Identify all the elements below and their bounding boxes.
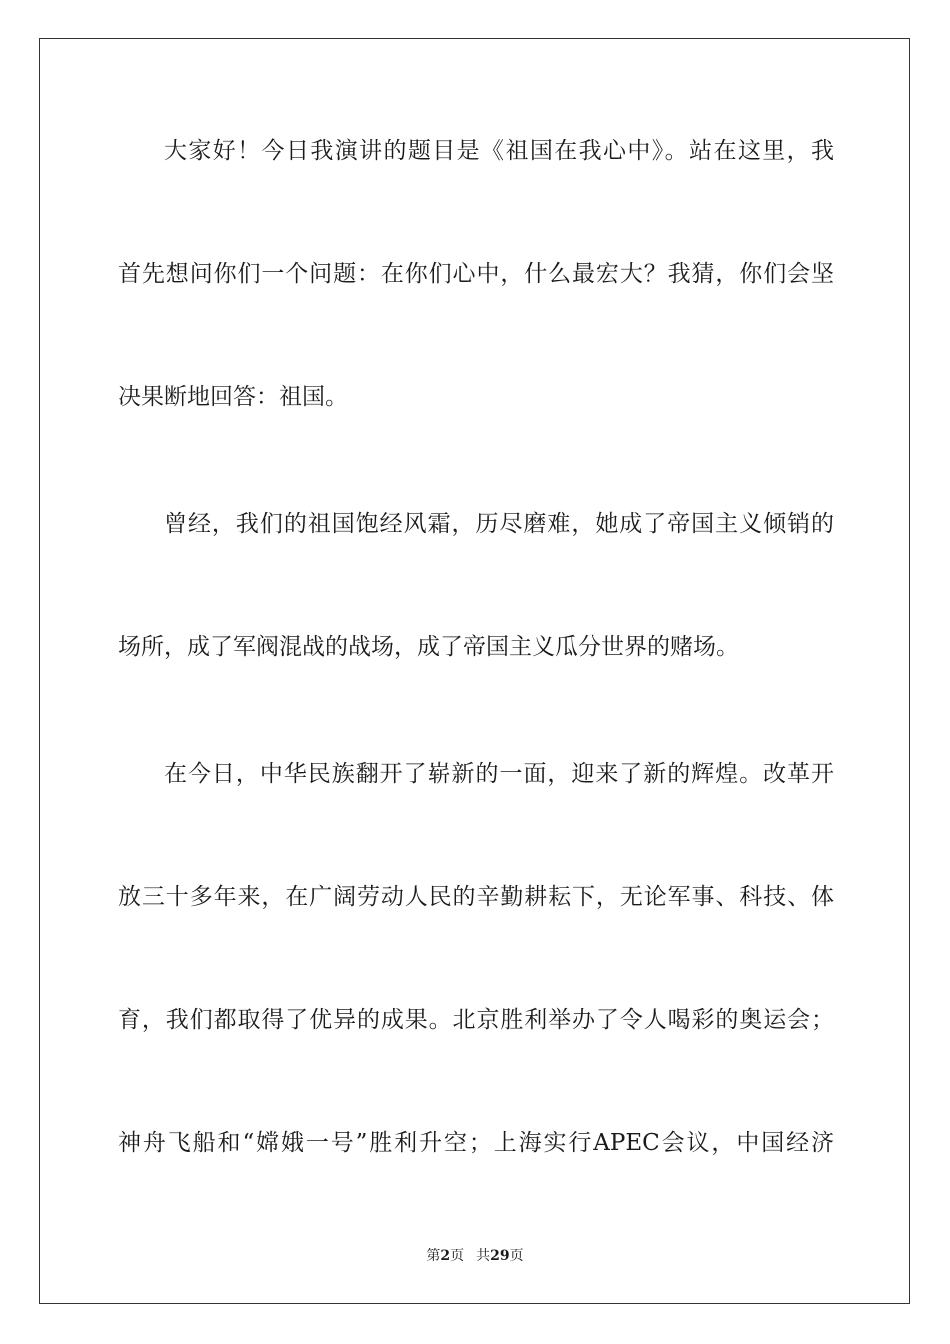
page-border (39, 38, 910, 1304)
current-page-number: 2 (440, 1248, 451, 1264)
page-footer (0, 1246, 950, 1266)
paragraph-1-line-3: 决果断地回答：祖国。 (118, 384, 348, 410)
total-pages-label: 共29页 (476, 1248, 524, 1264)
paragraph-1-line-2: 首先想问你们一个问题：在你们心中，什么最宏大？我猜，你们会坚 (118, 261, 834, 287)
page-number-label: 第2页 (426, 1248, 465, 1264)
paragraph-3-line-1: 在今日，中华民族翻开了崭新的一面，迎来了新的辉煌。改革开 (164, 761, 834, 787)
paragraph-1-line-1: 大家好！今日我演讲的题目是《祖国在我心中》。站在这里，我 (164, 138, 834, 164)
paragraph-3-line-3: 育，我们都取得了优异的成果。北京胜利举办了令人喝彩的奥运会； (118, 1007, 834, 1033)
paragraph-3-line-2: 放三十多年来，在广阔劳动人民的辛勤耕耘下，无论军事、科技、体 (118, 884, 834, 910)
paragraph-2-line-2: 场所，成了军阀混战的战场，成了帝国主义瓜分世界的赌场。 (118, 634, 739, 660)
total-page-count: 29 (490, 1248, 510, 1264)
paragraph-2-line-1: 曾经，我们的祖国饱经风霜，历尽磨难，她成了帝国主义倾销的 (164, 511, 834, 537)
paragraph-3-line-4: 神舟飞船和“嫦娥一号”胜利升空；上海实行APEC会议，中国经济 (118, 1130, 834, 1156)
